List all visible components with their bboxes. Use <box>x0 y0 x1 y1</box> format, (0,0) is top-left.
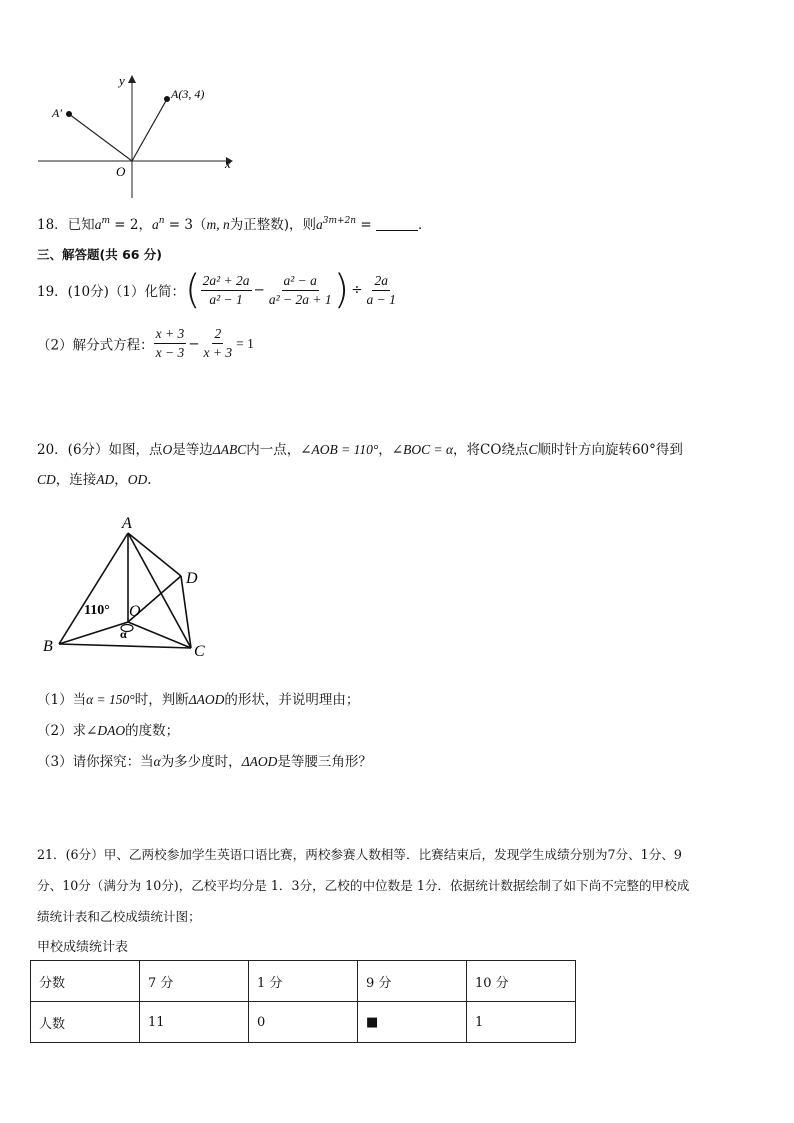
q20-s2b: 的度数； <box>125 723 180 739</box>
eq-fraction-1 <box>154 326 187 361</box>
question-20-sub3 <box>37 750 372 770</box>
table-cell: 9 分 <box>358 961 467 1002</box>
fraction-1 <box>201 273 252 308</box>
score-table <box>30 960 576 1043</box>
table-row <box>31 961 576 1002</box>
q20-s2a: （2）求 <box>37 723 87 739</box>
q18-expr: a <box>316 217 323 232</box>
question-21-line3: 绩统计表和乙校成绩统计图； <box>37 909 201 924</box>
table-cell: 11 <box>140 1002 249 1043</box>
question-20-sub1 <box>37 688 359 708</box>
q18-am: a <box>94 217 102 232</box>
q20-l1b: 是等边 <box>172 442 213 458</box>
q20-s3a: （3）请你探究：当 <box>37 754 154 770</box>
q20-s1-tri: ΔAOD <box>188 692 225 707</box>
q18-end: ． <box>418 217 432 233</box>
table-cell: 1 <box>467 1002 576 1043</box>
q20-s1b: 时，判断 <box>134 692 189 708</box>
segment-oa <box>132 99 167 161</box>
q20-ad: AD <box>96 472 115 487</box>
q20-l2a: ，连接 <box>55 472 97 488</box>
point-a-dot <box>164 96 170 102</box>
q20-cd: CD <box>37 472 56 487</box>
side-ac <box>128 533 191 648</box>
fraction-3 <box>365 273 398 308</box>
q20-o: O <box>162 442 173 457</box>
q18-eq: = <box>356 217 377 233</box>
angle-aob-label: 110° <box>84 603 110 618</box>
minus-sign: − <box>253 282 265 298</box>
origin-label: O <box>116 164 126 179</box>
q20-s3c: 是等腰三角形？ <box>277 754 372 770</box>
table-row <box>31 1002 576 1043</box>
fraction-1-num: 2a² + 2a <box>201 273 252 291</box>
q18-an-exp: n <box>158 216 165 226</box>
axis-label-x: x <box>225 156 231 171</box>
q20-l1c: 内一点， <box>246 442 301 458</box>
eq-fraction-2-num: 2 <box>212 326 223 344</box>
table-cell: 10 分 <box>467 961 576 1002</box>
q20-tri: ΔABC <box>212 442 247 457</box>
q18-prefix: 18．已知 <box>37 217 95 233</box>
question-20-sub2 <box>37 719 179 739</box>
triangle-figure <box>36 510 226 660</box>
eq-fraction-1-den: x − 3 <box>155 345 185 360</box>
q20-l1d: ，将CO绕点 <box>453 442 529 458</box>
q19-part2-label: （2）解分式方程： <box>37 337 154 354</box>
eq-minus-sign: − <box>188 335 200 352</box>
q18-an: a <box>151 217 159 232</box>
section-title: 三、解答题(共 66 分) <box>37 247 163 262</box>
eq-fraction-1-num: x + 3 <box>154 326 187 344</box>
q20-sep1: ， <box>378 442 392 458</box>
q20-s2-ang: ∠DAO <box>86 723 126 738</box>
point-a-prime-label: A′ <box>52 106 62 120</box>
question-20-line1 <box>37 438 683 458</box>
question-21-line2: 分、10分（满分为 10分)，乙校平均分是 1．3分，乙校的中位数是 1分．依据统计数据绘制了如下尚不完整的甲校成 <box>37 878 690 893</box>
q18-expr-exp: 3m+2n <box>322 216 357 226</box>
question-20-line2 <box>37 468 152 488</box>
q20-s3b: 为多少度时， <box>160 754 242 770</box>
point-a-prime-dot <box>66 111 72 117</box>
y-axis-arrow <box>128 75 136 83</box>
question-19-part1 <box>37 267 398 313</box>
q20-s1c: 的形状，并说明理由； <box>224 692 360 708</box>
left-paren: ( <box>184 267 201 313</box>
fraction-2-den: a² − 2a + 1 <box>268 291 332 307</box>
q18-cond: 为正整数)，则 <box>229 217 317 233</box>
question-21-line1: 21．(6分）甲、乙两校参加学生英语口语比赛，两校参赛人数相等．比赛结束后，发现学生成绩分别为7分、1分、9 <box>37 847 682 862</box>
question-19-part2 <box>37 326 254 361</box>
point-o-label: O <box>129 603 141 620</box>
vertex-b-label: B <box>43 638 53 655</box>
q18-an-val: = 3（ <box>164 217 207 233</box>
fraction-2 <box>267 273 334 308</box>
eq-fraction-2 <box>202 326 235 361</box>
q20-s1a: （1）当 <box>37 692 87 708</box>
segment-bo <box>59 622 128 644</box>
q18-am-exp: m <box>101 216 110 226</box>
q20-l1a: 20．(6分）如图，点 <box>37 442 163 458</box>
right-paren: ) <box>333 267 350 313</box>
q20-l2end: . <box>147 472 152 488</box>
segment-oa-prime <box>69 114 132 161</box>
table-cell: 分数 <box>31 961 140 1002</box>
fraction-2-num: a² − a <box>282 273 319 291</box>
coordinate-figure <box>30 70 250 205</box>
table-cell: ■ <box>358 1002 467 1043</box>
fraction-3-num: 2a <box>372 273 390 291</box>
table-cell: 人数 <box>31 1002 140 1043</box>
table-cell: 0 <box>249 1002 358 1043</box>
q20-boc: ∠BOC = α <box>391 442 454 457</box>
eq-rhs: = 1 <box>236 335 254 351</box>
table-cell: 1 分 <box>249 961 358 1002</box>
q19-part1-label: 19．(10分)（1）化简： <box>37 284 185 300</box>
q20-s1-alpha: α = 150° <box>86 692 135 707</box>
vertex-c-label: C <box>194 643 205 660</box>
side-bc <box>59 644 191 648</box>
q20-s3-alpha: α <box>153 754 161 769</box>
segment-oc <box>128 622 191 648</box>
fraction-1-den: a² − 1 <box>209 291 243 307</box>
q20-s3-tri: ΔAOD <box>241 754 278 769</box>
vertex-a-label: A <box>122 515 132 532</box>
point-a-label: A(3, 4) <box>171 87 205 101</box>
q18-am-val: = 2， <box>109 217 152 233</box>
eq-fraction-2-den: x + 3 <box>203 345 233 360</box>
table-title: 甲校成绩统计表 <box>37 940 129 955</box>
table-cell: 7 分 <box>140 961 249 1002</box>
q18-mn: m, n <box>206 217 230 232</box>
question-18 <box>37 213 432 233</box>
segment-ad <box>128 533 181 576</box>
q20-od: OD <box>127 472 148 487</box>
q20-sep2: ， <box>114 472 128 488</box>
q20-c: C <box>528 442 538 457</box>
side-ab <box>59 533 128 644</box>
angle-alpha-label: α <box>120 627 127 641</box>
fraction-3-den: a − 1 <box>366 291 396 307</box>
vertex-d-label: D <box>186 570 198 587</box>
q20-aob: ∠AOB = 110° <box>300 442 379 457</box>
q20-l1e: 顺时针方向旋转60°得到 <box>537 442 683 458</box>
axis-label-y: y <box>119 73 125 88</box>
divide-sign: ÷ <box>351 282 363 298</box>
answer-blank[interactable] <box>376 218 418 231</box>
